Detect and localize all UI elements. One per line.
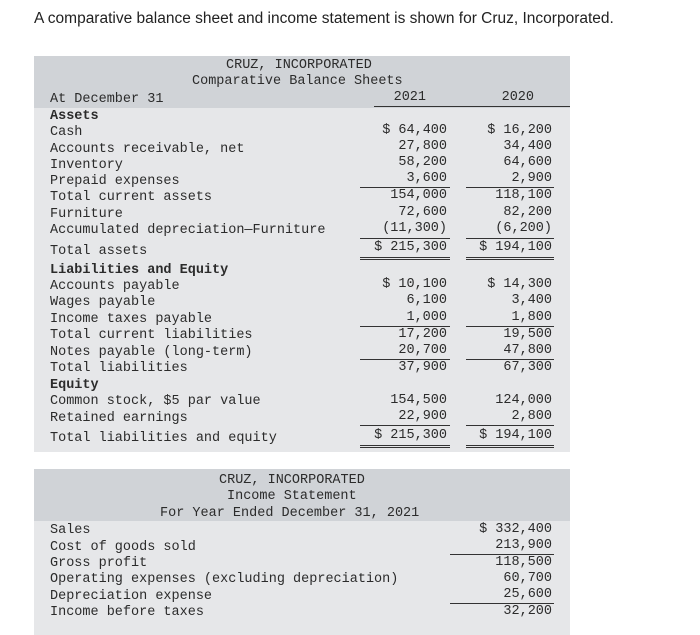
row-label: Accumulated depreciation—Furniture <box>50 223 326 238</box>
row-2021: 27,800 <box>398 139 447 154</box>
income-statement <box>34 469 570 635</box>
row-label: Accounts payable <box>50 279 180 294</box>
row-2021: $ 215,300 <box>374 428 447 443</box>
row-label: Inventory <box>50 158 123 173</box>
total-double-rule <box>466 257 554 260</box>
row-2021: $ 215,300 <box>374 240 447 255</box>
bs-date-label: At December 31 <box>50 92 164 107</box>
row-2020: $ 16,200 <box>487 123 552 138</box>
is-period: For Year Ended December 31, 2021 <box>160 506 420 521</box>
row-value: $ 332,400 <box>479 522 552 537</box>
total-double-rule <box>466 445 554 448</box>
equity-heading: Equity <box>50 378 99 393</box>
intro-text: A comparative balance sheet and income statement is shown for Cruz, Incorporated. <box>34 10 614 27</box>
row-label: Gross profit <box>50 556 148 571</box>
row-2020: 2,900 <box>511 171 552 186</box>
row-2021: 72,600 <box>398 205 447 220</box>
balance-sheet <box>34 56 570 452</box>
row-2021: $ 10,100 <box>382 277 447 292</box>
total-double-rule <box>360 445 450 448</box>
row-2020: 82,200 <box>503 205 552 220</box>
row-2021: (11,300) <box>382 221 447 236</box>
row-label: Notes payable (long-term) <box>50 345 253 360</box>
row-label: Operating expenses (excluding depreciation) <box>50 572 399 587</box>
bs-title: Comparative Balance Sheets <box>192 74 403 89</box>
row-2020: 67,300 <box>503 360 552 375</box>
row-value: 25,600 <box>503 587 552 602</box>
row-2021: 154,500 <box>390 393 447 408</box>
row-2021: 58,200 <box>398 155 447 170</box>
row-label: Total liabilities and equity <box>50 431 277 446</box>
row-2020: 118,100 <box>495 188 552 203</box>
row-label: Common stock, $5 par value <box>50 394 261 409</box>
row-label: Prepaid expenses <box>50 174 180 189</box>
header-rule <box>374 106 570 107</box>
row-2020: $ 14,300 <box>487 277 552 292</box>
row-2021: 22,900 <box>398 409 447 424</box>
row-label: Total liabilities <box>50 361 188 376</box>
row-2021: $ 64,400 <box>382 123 447 138</box>
row-label: Retained earnings <box>50 411 188 426</box>
row-2021: 1,000 <box>406 310 447 325</box>
row-2021: 17,200 <box>398 327 447 342</box>
row-label: Total current assets <box>50 190 213 205</box>
row-2020: 34,400 <box>503 139 552 154</box>
row-2021: 3,600 <box>406 171 447 186</box>
row-label: Total current liabilities <box>50 328 253 343</box>
bs-col-2020: 2020 <box>501 90 534 105</box>
row-2020: $ 194,100 <box>479 240 552 255</box>
liabilities-heading: Liabilities and Equity <box>50 263 229 278</box>
row-label: Total assets <box>50 244 148 259</box>
row-2020: 3,400 <box>511 293 552 308</box>
row-2020: 64,600 <box>503 155 552 170</box>
bs-company: CRUZ, INCORPORATED <box>226 58 372 73</box>
row-value: 118,500 <box>495 555 552 570</box>
row-2020: (6,200) <box>495 221 552 236</box>
row-2021: 6,100 <box>406 293 447 308</box>
row-value: 213,900 <box>495 538 552 553</box>
row-label: Wages payable <box>50 295 156 310</box>
subtotal-rule <box>466 425 554 426</box>
subtotal-rule <box>360 425 450 426</box>
row-2021: 154,000 <box>390 188 447 203</box>
row-label: Income taxes payable <box>50 312 213 327</box>
row-2020: $ 194,100 <box>479 428 552 443</box>
row-label: Cost of goods sold <box>50 540 196 555</box>
row-2020: 1,800 <box>511 310 552 325</box>
row-label: Sales <box>50 523 91 538</box>
row-label: Accounts receivable, net <box>50 142 245 157</box>
row-label: Depreciation expense <box>50 589 213 604</box>
subtotal-rule <box>466 238 554 239</box>
row-label: Cash <box>50 125 83 140</box>
row-2020: 124,000 <box>495 393 552 408</box>
is-title: Income Statement <box>227 489 357 504</box>
row-2020: 2,800 <box>511 409 552 424</box>
row-2021: 20,700 <box>398 343 447 358</box>
bs-col-2021: 2021 <box>393 90 426 105</box>
row-2020: 19,500 <box>503 327 552 342</box>
row-label: Income before taxes <box>50 605 204 620</box>
row-2021: 37,900 <box>398 360 447 375</box>
subtotal-rule <box>360 238 450 239</box>
assets-heading: Assets <box>50 109 99 124</box>
row-value: 32,200 <box>503 604 552 619</box>
row-2020: 47,800 <box>503 343 552 358</box>
total-double-rule <box>360 257 450 260</box>
row-label: Furniture <box>50 207 123 222</box>
is-company: CRUZ, INCORPORATED <box>219 473 365 488</box>
row-value: 60,700 <box>503 571 552 586</box>
